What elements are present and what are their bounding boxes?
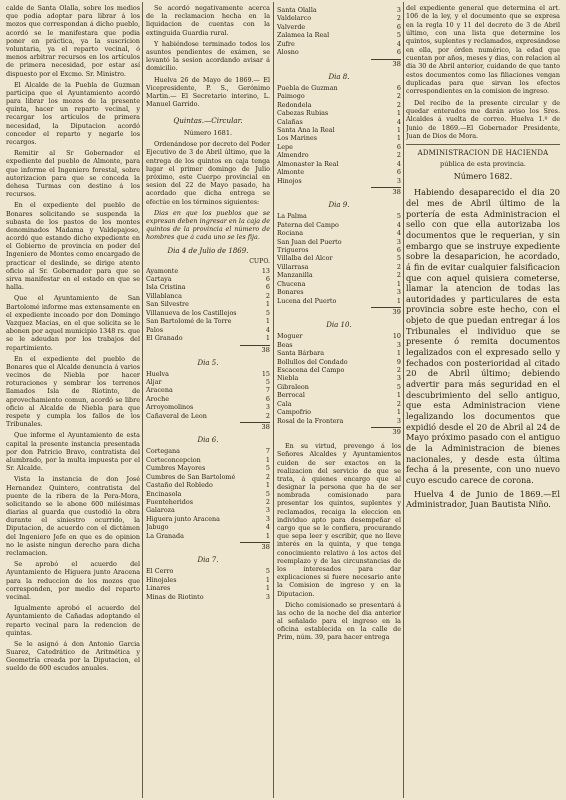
cupo-number: 1 <box>396 296 401 305</box>
pueblo-name: Corteconcepcion <box>146 455 201 464</box>
list-item <box>146 412 270 420</box>
cupo-number: 3 <box>396 374 401 383</box>
pueblo-name: Villanueva de los Castillejos <box>146 308 237 317</box>
cupo-number: 1 <box>396 125 401 134</box>
cupo-number: 5 <box>265 489 270 498</box>
day7-total <box>277 60 401 68</box>
list-item <box>146 464 270 472</box>
list-item <box>277 6 401 14</box>
list-item <box>146 593 270 601</box>
day6-total <box>146 543 270 551</box>
pueblo-name: Cañaveral de Leon <box>146 411 207 420</box>
list-item <box>277 358 401 366</box>
day5-heading: Dia 5. <box>197 358 219 367</box>
cupo-number: 3 <box>265 506 270 515</box>
day5-total-value: 38 <box>261 423 270 432</box>
pueblo-name: Isla Cristina <box>146 283 186 292</box>
cupo-number: 10 <box>392 332 401 341</box>
cupo-number: 5 <box>396 382 401 391</box>
cupo-number: 1 <box>396 408 401 417</box>
pueblo-name: Zufre <box>277 39 295 48</box>
cupo-number: 3 <box>396 237 401 246</box>
list-item <box>277 84 401 92</box>
circular-text: Ordenándose por decreto del Poder Ejecutivo de 3 de Abril último, que la entrega de los quintos en caja tenga lugar el primer domingo de Julio próximo, este Cuerpo provincial en sesion del 22 de Mayo pasado, ha acordado que dicha entrega se efectúe en los términos siguientes: <box>146 140 270 206</box>
paragraph: Se le asignó á don Antonio Garcia Suarez, Catedrático de Aritmética y Geometría creada por la Diputacion, el sueldo de 600 escudos anuales. <box>6 639 140 673</box>
pueblo-name: Niebla <box>277 374 299 383</box>
list-item <box>277 263 401 271</box>
list-item <box>146 506 270 514</box>
cupo-number: 2 <box>265 498 270 507</box>
list-item <box>277 254 401 262</box>
cupo-number: 2 <box>396 365 401 374</box>
list-item <box>146 275 270 283</box>
pueblo-name: Paimogo <box>277 92 305 101</box>
cupo-number: 4 <box>396 159 401 168</box>
list-item <box>277 92 401 100</box>
day6-list <box>146 447 270 540</box>
cupo-number: 1 <box>396 134 401 143</box>
admin-number: Número 1682. <box>453 172 513 182</box>
pueblo-name: El Cerro <box>146 567 174 576</box>
cupo-number: 5 <box>265 567 270 576</box>
pueblo-name: Linares <box>146 584 171 593</box>
pueblo-name: Hinojales <box>146 575 177 584</box>
pueblo-name: Higuera junto Aracena <box>146 514 220 523</box>
pueblo-name: Valverde <box>277 22 306 31</box>
paragraph: Dicho comisionado se presentará á las ocho de la noche del dia anterior al señalado para el ingreso en la oficina establecida en la calle de Prim, núm. 39, para hacer entrega <box>277 600 401 642</box>
list-item <box>146 490 270 498</box>
cupo-number: 3 <box>265 403 270 412</box>
day10-list <box>277 332 401 425</box>
pueblo-name: Bonares <box>277 288 304 297</box>
list-item <box>277 221 401 229</box>
pueblo-name: Arroyomolinos <box>146 403 194 412</box>
pueblo-name: Fuenteheridos <box>146 498 194 507</box>
pueblo-name: Los Marines <box>277 134 318 143</box>
cupo-number: 3 <box>396 6 401 14</box>
cupo-number: 2 <box>265 411 270 420</box>
cupo-number: 6 <box>396 142 401 151</box>
list-item <box>146 326 270 334</box>
day9-total-value: 39 <box>392 308 401 317</box>
day7-list <box>146 567 270 601</box>
cupo-number: 13 <box>261 266 270 275</box>
list-item <box>146 567 270 575</box>
paragraph: Se aprobó el acuerdo del Ayuntamiento de Higuera junto Aracena para la reduccion de los mozos que corresponden, por medio del reparto vecinal. <box>6 560 140 601</box>
list-item <box>146 532 270 540</box>
list-item <box>277 400 401 408</box>
day5-list <box>146 370 270 421</box>
cupo-number: 3 <box>396 416 401 425</box>
pueblo-name: Villarrasa <box>277 262 309 271</box>
cupo-number: 15 <box>261 369 270 378</box>
pueblo-name: Hinojos <box>277 176 302 185</box>
cupo-number: 5 <box>396 212 401 221</box>
day10-total-value: 39 <box>392 428 401 437</box>
cupo-number: 4 <box>265 523 270 532</box>
cupo-number: 5 <box>265 378 270 387</box>
column-rule <box>142 2 143 798</box>
pueblo-name: Villalba del Alcor <box>277 254 333 263</box>
list-item <box>277 143 401 151</box>
pueblo-name: Campofrio <box>277 408 312 417</box>
pueblo-name: Cortegana <box>146 447 180 456</box>
cupo-number: 2 <box>265 291 270 300</box>
circular-title: Quintas.—Circular. <box>173 116 243 126</box>
pueblo-name: Almendro <box>277 151 309 160</box>
list-item <box>277 332 401 340</box>
admin-text: Habiendo desaparecido el dia 20 del mes de Abril último de la portería de esta Administracion el sello con que ella autorizaba los documentos que le requerian, y sin embargo que se instruye expediente sobre la desaparicion, he acordado, á fin de evitar cualquier falsificacion que con aquel quisiera cometerse, llamar la atencion de todas las autoridades y particulares de esta provincia sobre este hecho, con el objeto de que puedan entregar á los Tribunales el individuo que se presente ó remita documentos legalizados con el expresado sello y fechados con posterioridad al citado 20 de Abril último; debiendo advertir para más seguridad en el descubrimiento del sello antiguo, que esta Administracion viene legalizando los documentos que expidió desde el 20 de Abril al 24 de Mayo próximo pasado con el antiguo de la Administracion de bienes nacionales, y desde esta última fecha á la presente, con uno nuevo cuyo escudo carece de corona. <box>406 187 560 485</box>
paragraph: Remitir al Sr Gobernador el expediente del pueblo de Almonte, para que informe el Ingeniero forestal, sobre autorizacion para que se conceda la dehesa Turmas con destino á los recursos. <box>6 149 140 199</box>
cupo-number: 1 <box>396 109 401 118</box>
pueblo-name: Puebla de Guzman <box>277 83 338 92</box>
pueblo-name: Castaño del Robledo <box>146 481 213 490</box>
day7-total-value: 38 <box>392 59 401 68</box>
pueblo-name: Cartaya <box>146 274 172 283</box>
day8-total <box>277 188 401 196</box>
day4-heading: Dia 4 de Julio de 1869. <box>167 246 249 255</box>
cupo-number: 1 <box>265 481 270 490</box>
cupo-number: 3 <box>265 592 270 601</box>
pueblo-name: Ayamonte <box>146 266 179 275</box>
paragraph: Y habiéndose terminado todos los asuntos pendientes de exámen, se levantó la sesion acordando avisar á domicilio. <box>146 39 270 73</box>
paragraph: Que informe el Ayuntamiento de esta capital la presente instancia presentada por don Patricio Bravo, contratista del alumbrado, por la multa impuesta por el Sr. Alcalde. <box>6 431 140 473</box>
list-item <box>277 212 401 220</box>
pueblo-name: San Juan del Puerto <box>277 237 342 246</box>
day4-total-value: 38 <box>261 345 270 354</box>
day7-heading: Dia 7. <box>197 556 219 565</box>
circular-italic-note: Dias en que los pueblos que se expresan deben ingresar en la caja de quintos de la provincia el número de hombres que á cada uno se les fija. <box>146 208 270 242</box>
cupo-number: 2 <box>396 151 401 160</box>
list-item <box>277 391 401 399</box>
pueblo-name: Rociana <box>277 229 304 238</box>
cupo-number: 2 <box>265 472 270 481</box>
pueblo-name: Bollullos del Condado <box>277 357 348 366</box>
cupo-number: 2 <box>396 271 401 280</box>
cupo-number: 2 <box>396 14 401 23</box>
pueblo-name: Paterna del Campo <box>277 220 339 229</box>
pueblo-name: Almonaster la Real <box>277 159 339 168</box>
pueblo-name: Encinasola <box>146 489 182 498</box>
list-item <box>277 271 401 279</box>
pueblo-name: San Bartolomé de la Torre <box>146 317 232 326</box>
cupo-number: 1 <box>396 279 401 288</box>
list-item <box>146 523 270 531</box>
cupo-number: 3 <box>396 340 401 349</box>
cupo-number: 5 <box>265 464 270 473</box>
list-item <box>277 134 401 142</box>
list-item <box>146 300 270 308</box>
cupo-number: 5 <box>265 308 270 317</box>
list-item <box>146 395 270 403</box>
paragraph: Igualmente aprobó el acuerdo del Ayuntamiento de Cañadas adoptando el reparto vecinal para la redencion de quintas. <box>6 604 140 637</box>
pueblo-name: Jabugo <box>146 523 169 532</box>
day8-total-value: 38 <box>392 188 401 197</box>
cupo-label: CUPO. <box>249 257 270 265</box>
paragraph: En el expediente del pueblo de Bonares que el Alcalde denuncia á varios vecinos de Niebla por hacer roturaciones y sembrar los terrenos llamados Isla de Riotinto, de aprovechamiento comun, acordó se libre oficio al Alcalde de Niebla para que respete y cumpla los fallos de los Tribunales. <box>6 354 140 429</box>
cupo-number: 6 <box>396 22 401 31</box>
list-item <box>277 341 401 349</box>
list-item <box>277 160 401 168</box>
cupo-number: 3 <box>265 514 270 523</box>
list-item <box>146 584 270 592</box>
list-item <box>277 48 401 56</box>
cupo-number: 6 <box>396 48 401 57</box>
cupo-number: 1 <box>265 317 270 326</box>
cupo-number: 2 <box>396 399 401 408</box>
day5-total <box>146 423 270 431</box>
pueblo-name: Almonte <box>277 168 305 177</box>
pueblo-name: Aroche <box>146 394 169 403</box>
pueblo-name: Gibraleon <box>277 382 309 391</box>
list-item <box>277 417 401 425</box>
pueblo-name: Huelva <box>146 369 169 378</box>
cupo-number: 7 <box>265 386 270 395</box>
cupo-number: 6 <box>265 283 270 292</box>
cupo-number: 4 <box>396 229 401 238</box>
column-rule <box>273 2 274 798</box>
list-item <box>277 366 401 374</box>
cupo-number: 9 <box>396 357 401 366</box>
day9-total <box>277 308 401 316</box>
pueblo-name: Valdelarco <box>277 14 312 23</box>
cupo-number: 1 <box>396 391 401 400</box>
pueblo-name: Moguer <box>277 332 303 341</box>
list-item <box>277 246 401 254</box>
list-item <box>277 383 401 391</box>
pueblo-name: Alosno <box>277 48 299 57</box>
day9-heading: Dia 9. <box>328 201 350 210</box>
cupo-number: 1 <box>265 455 270 464</box>
day7-list-continued <box>277 6 401 57</box>
list-item <box>277 177 401 185</box>
cupo-number: 1 <box>265 584 270 593</box>
list-item <box>146 498 270 506</box>
pueblo-name: Berrocal <box>277 391 305 400</box>
paragraph: En el expediente del pueblo de Bonares solicitando se suspenda la subasta de los pastos de los montes denominados Madama y Valdepajoso, acordó que estando dicho expediente en el Gobierno de provincia en poder del Ingeniero de Montes como encargado de practicar el deslinde, se dirige atento oficio al Sr. Gobernador para que se sirva manifestar en el estado en que se halla. <box>6 201 140 292</box>
list-item <box>277 14 401 22</box>
cupo-number: 4 <box>396 39 401 48</box>
pueblo-name: Cumbres Mayores <box>146 464 206 473</box>
list-item <box>277 40 401 48</box>
cupo-number: 2 <box>396 92 401 101</box>
list-item <box>146 403 270 411</box>
pueblo-name: Santa Bárbara <box>277 349 325 358</box>
cupo-number: 4 <box>265 325 270 334</box>
list-item <box>146 317 270 325</box>
cupo-number: 6 <box>396 83 401 92</box>
list-item <box>277 23 401 31</box>
admin-subtitle: pública de esta provincia. <box>439 160 527 169</box>
cupo-number: 2 <box>396 262 401 271</box>
pueblo-name: Lepe <box>277 142 293 151</box>
list-item <box>146 447 270 455</box>
list-item <box>146 456 270 464</box>
list-item <box>277 101 401 109</box>
pueblo-name: El Granado <box>146 334 183 343</box>
day6-heading: Dia 6. <box>197 436 219 445</box>
pueblo-name: Redondela <box>277 100 312 109</box>
pueblo-name: Escacena del Campo <box>277 365 345 374</box>
cupo-number: 6 <box>396 245 401 254</box>
day8-heading: Dia 8. <box>328 72 350 81</box>
pueblo-name: Aracena <box>146 386 173 395</box>
list-item <box>146 370 270 378</box>
list-item <box>146 267 270 275</box>
admin-title: ADMINISTRACION DE HACIENDA <box>417 149 549 158</box>
list-item <box>146 473 270 481</box>
pueblo-name: Zalamea la Real <box>277 31 330 40</box>
cupo-number: 4 <box>396 117 401 126</box>
cupo-number: 5 <box>396 254 401 263</box>
list-item <box>146 334 270 342</box>
pueblo-name: Aljar <box>146 378 162 387</box>
column-4 <box>406 4 560 796</box>
cupo-number: 3 <box>396 288 401 297</box>
cupo-number: 6 <box>265 274 270 283</box>
column-2 <box>146 4 270 796</box>
list-item <box>146 283 270 291</box>
paragraph: En su virtud, prevengo á los Señores Alcaldes y Ayuntamientos cuiden de ser exactos en la realizacion del servicio de que se trata, á quienes encargo que al designar la persona que ha de ser nombrada comisionado para presentar los quintos, suplentes y reclamados, recaiga la eleccion en individuo apto para desempeñar el cargo que se le confiera, procurando que sepa leer y escribir, que no lleve interés en la quinta, y que tenga conocimiento relativo á los actos del reemplazo y de las circunstancias de los interesados para dar explicaciones si fuere necesario ante la Comision de ingreso y en la Diputacion. <box>277 442 401 598</box>
pueblo-name: Santa Olalla <box>277 6 317 14</box>
pueblo-name: Beas <box>277 340 293 349</box>
circular-number: Número 1681. <box>183 129 233 138</box>
column-1 <box>6 4 140 796</box>
list-item <box>277 349 401 357</box>
cupo-number: 4 <box>396 220 401 229</box>
pueblo-name: Santa Ana la Real <box>277 125 335 134</box>
signature-paragraph: Huelva 26 de Mayo de 1869.— El Vicepresidente, P. S., Gerónimo Martin.— El Secretario interino, L. Manuel Garrido. <box>146 75 270 109</box>
cupo-number: 1 <box>265 575 270 584</box>
pueblo-name: Cabezas Rubias <box>277 109 329 118</box>
column-3 <box>277 4 401 796</box>
list-item <box>277 408 401 416</box>
list-item <box>277 31 401 39</box>
day10-total <box>277 428 401 436</box>
pueblo-name: Chucena <box>277 279 306 288</box>
list-item <box>277 126 401 134</box>
day10-heading: Dia 10. <box>326 321 352 330</box>
cupo-number: 1 <box>265 531 270 540</box>
list-item <box>146 292 270 300</box>
cupo-number: 6 <box>396 168 401 177</box>
pueblo-name: Galaroza <box>146 506 175 515</box>
pueblo-name: San Silvestre <box>146 300 189 309</box>
list-item <box>277 109 401 117</box>
cupo-number: 6 <box>265 394 270 403</box>
day4-list <box>146 267 270 343</box>
pueblo-name: Minas de Riotinto <box>146 592 204 601</box>
list-item <box>277 288 401 296</box>
cupo-number: 7 <box>265 447 270 456</box>
paragraph: Vista la instancia de don José Hernandez Quintero, contratista del puente de la ribera de la Pera-Mora, solicitando se le abone 600 milésimas diarias al guarda que custodió la obra durante el siniestro ocurrido, la Diputacion, de acuerdo con el dictámen del Ingeniero Jefe en que es de opinion no le asiste ningun derecho para dicha reclamacion. <box>6 475 140 557</box>
list-item <box>277 118 401 126</box>
pueblo-name: Calañas <box>277 117 303 126</box>
section-divider <box>406 144 560 145</box>
pueblo-name: Trigueros <box>277 245 309 254</box>
day9-list <box>277 212 401 305</box>
day8-list <box>277 84 401 185</box>
paragraph: El Alcalde de la Puebla de Guzman participa que el Ayuntamiento acordó para librar los mozos de la presente quinta, hacer un reparto vecinal, y recargar los artículos de primera necesidad, la Diputacion acordó conceder el reparto y negarle los recargos. <box>6 80 140 146</box>
pueblo-name: Lucena del Puerto <box>277 296 337 305</box>
list-item <box>146 309 270 317</box>
pueblo-name: La Palma <box>277 212 307 221</box>
pueblo-name: La Granada <box>146 531 184 540</box>
list-item <box>146 576 270 584</box>
pueblo-name: Manzanilla <box>277 271 313 280</box>
cupo-number: 1 <box>396 349 401 358</box>
cupo-number: 1 <box>265 300 270 309</box>
list-item <box>146 386 270 394</box>
list-item <box>277 280 401 288</box>
list-item <box>146 481 270 489</box>
list-item <box>277 151 401 159</box>
pueblo-name: Rosal de la Frontera <box>277 416 344 425</box>
list-item <box>277 297 401 305</box>
day6-total-value: 38 <box>261 543 270 552</box>
list-item <box>277 238 401 246</box>
pueblo-name: Cala <box>277 399 292 408</box>
list-item <box>277 374 401 382</box>
paragraph: Del recibo de la presente circular y de quedar enterados me darán aviso los Sres. Alcaldes á vuelta de correo. Huelva 1.º de Junio de 1869.—El Gobernador Presidente, Juan de Dios de Mora. <box>406 98 560 140</box>
paragraph: Se acordó negativamente acerca de la reclamacion hecha en la liquidacion de cuentas con la extinguida Guardia rural. <box>146 4 270 37</box>
cupo-number: 5 <box>396 31 401 40</box>
pueblo-name: Cumbres de San Bartolomé <box>146 472 236 481</box>
column-rule <box>403 2 404 798</box>
list-item <box>146 515 270 523</box>
paragraph: del expediente general que determina el art. 106 de la ley, y el documento que se expresa en la regla 10 y 11 del decreto de 3 de Abril último, con una lista que determine los quintos, suplentes y reclamados, expresándose en ella, por órden numérico, la edad que cuentan por años, meses y dias, con relacion al dia 30 de Abril anterior, cuidando de que tanto estos documentos como las filiaciones vengan duplicadas para que sirvan los efectos correspondientes en la comision de ingreso. <box>406 4 560 96</box>
list-item <box>277 168 401 176</box>
pueblo-name: Villablanca <box>146 291 182 300</box>
cupo-number: 1 <box>265 334 270 343</box>
admin-closing: Huelva 4 de Junio de 1869.—El Administrador, Juan Bautista Niño. <box>406 488 560 510</box>
list-item <box>277 229 401 237</box>
cupo-number: 3 <box>396 176 401 185</box>
pueblo-name: Palos <box>146 325 163 334</box>
cupo-number: 2 <box>396 100 401 109</box>
paragraph: Que el Ayuntamiento de San Bartolomé informe mas extensamente en el expediente incoado por don Domingo Vazquez Macias, en el que solicita se le abonen por aquel municipio 1348 rs. que se le adeudan por los trabajos del repartimiento. <box>6 294 140 352</box>
paragraph: calde de Santa Olalla, sobre los medios que podia adoptar para librar á los mozos que correspondan á dicho pueblo, acordó se le manifestara que podia poner en práctica, ya la suscricion voluntaria, ya el reparto vecinal, ó menos arbitrar recursos en los artículos de primera necesidad, por estar así dispuesto por el Excmo. Sr. Ministro. <box>6 4 140 78</box>
day4-total <box>146 346 270 354</box>
list-item <box>146 378 270 386</box>
